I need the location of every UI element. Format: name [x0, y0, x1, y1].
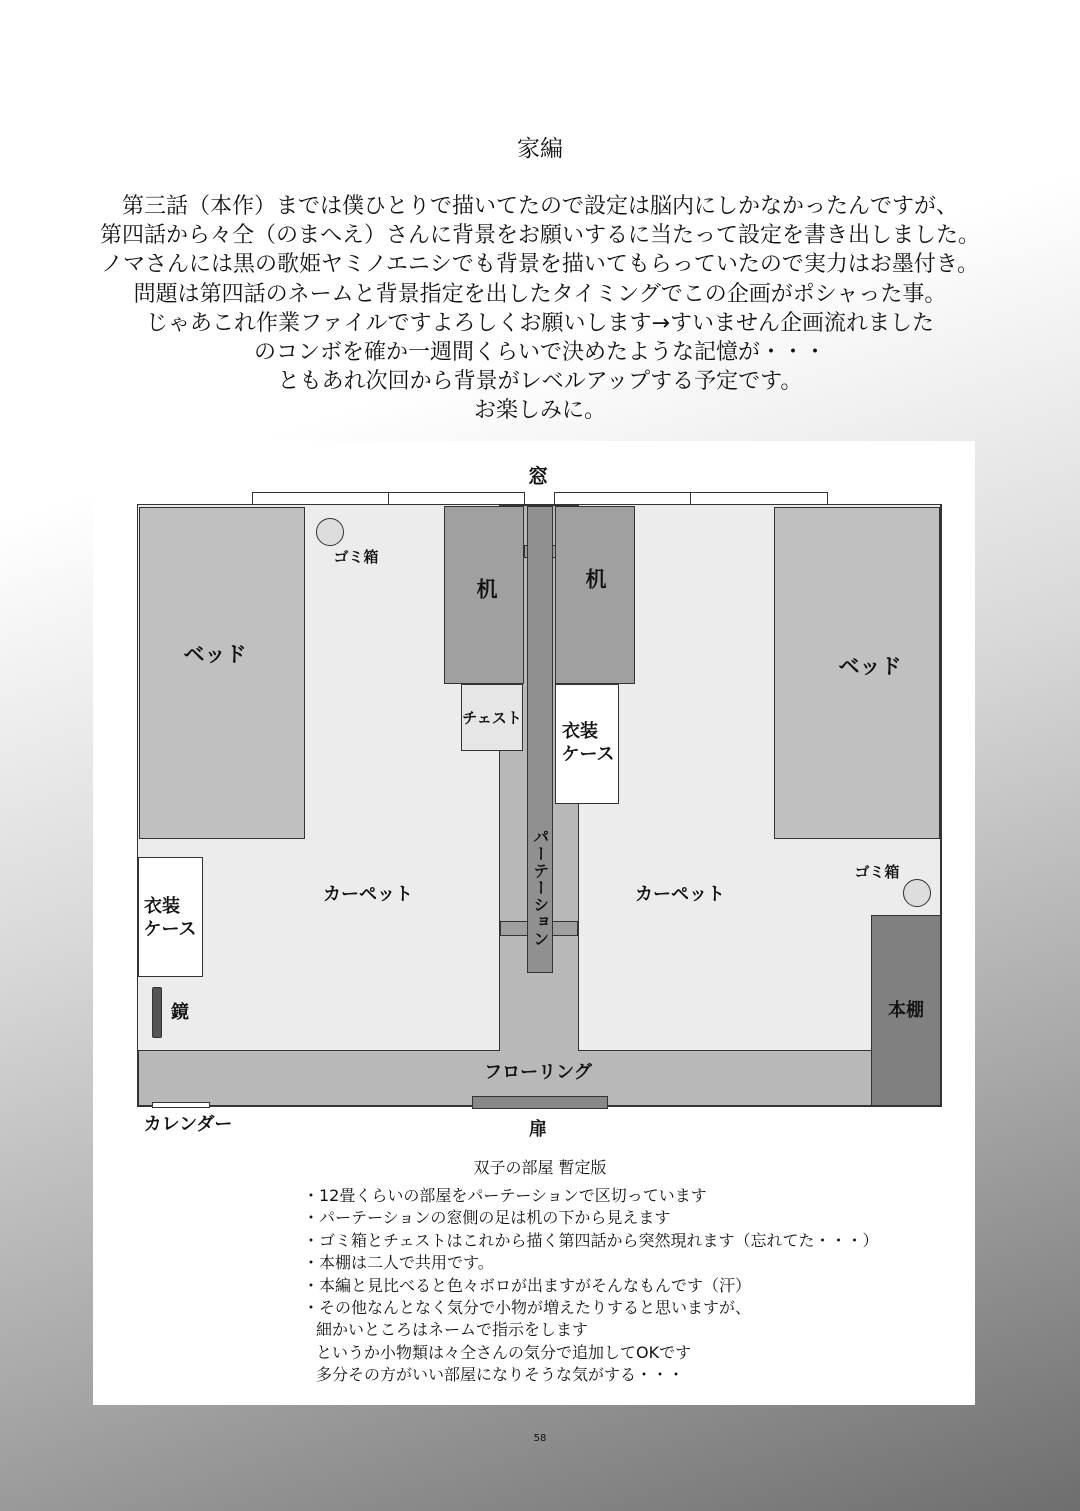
trash-can-left — [316, 518, 344, 546]
flooring-label: フローリング — [484, 1062, 592, 1084]
page-title: 家編 — [517, 136, 563, 162]
desk-right — [555, 506, 635, 684]
note-item: ・12畳くらいの部屋をパーテーションで区切っています — [303, 1186, 707, 1205]
intro-line: じゃあこれ作業ファイルですよろしくお願いします→すいません企画流れました — [146, 310, 934, 336]
intro-line: 第三話（本作）までは僕ひとりで描いてたので設定は脳内にしかなかったんですが、 — [121, 194, 958, 219]
costume-right-label: 衣装 — [562, 721, 598, 743]
costume-left-label: ケース — [143, 919, 197, 941]
mirror — [152, 987, 162, 1038]
bed-right-label: ベッド — [838, 654, 902, 679]
desk-right-label: 机 — [585, 567, 607, 592]
desk-left-label: 机 — [476, 577, 498, 602]
note-item: ・本編と見比べると色々ボロが出ますがそんなもんです（汗） — [303, 1275, 752, 1295]
bed-left-label: ベッド — [183, 642, 247, 667]
door-label: 扉 — [529, 1119, 547, 1141]
intro-line: のコンボを確か一週間くらいで決めたような記憶が・・・ — [253, 340, 826, 366]
costume-left-label: 衣装 — [144, 896, 180, 918]
trash-can-right — [903, 879, 931, 907]
note-item: ・本棚は二人で共用です。 — [303, 1253, 494, 1273]
note-continuation: というか小物類は々仝さんの気分で追加してOKです — [316, 1342, 692, 1362]
notes — [303, 1185, 879, 1387]
note-continuation: 多分その方がいい部屋になりそうな気がする・・・ — [316, 1365, 685, 1385]
note-continuation: 細かいところはネームで指示をします — [316, 1320, 589, 1340]
intro-line: 問題は第四話のネームと背景指定を出したタイミングでこの企画がポシャった事。 — [133, 281, 947, 307]
chest-label: チェスト — [462, 708, 522, 727]
trash-right-label: ゴミ箱 — [854, 862, 900, 881]
page-number: 58 — [533, 1433, 547, 1444]
note-item: ・パーテーションの窓側の足は机の下から見えます — [303, 1208, 671, 1228]
intro-text — [60, 192, 1020, 426]
note-item: ・ゴミ箱とチェストはこれから描く第四話から突然現れます（忘れてた・・・） — [303, 1230, 879, 1250]
note-item: ・その他なんとなく気分で小物が増えたりすると思いますが、 — [303, 1298, 752, 1318]
intro-line: 第四話から々仝（のまへえ）さんに背景をお願いするに当たって設定を書き出しました。 — [99, 223, 980, 249]
carpet-left-label: カーペット — [323, 884, 413, 906]
calendar — [152, 1102, 210, 1108]
trash-left-label: ゴミ箱 — [333, 547, 379, 566]
costume-right-label: ケース — [561, 744, 615, 766]
bookshelf-label: 本棚 — [888, 1000, 924, 1022]
partition-label: パーテーション — [530, 828, 550, 948]
calendar-label: カレンダー — [143, 1114, 233, 1136]
window-label: 窓 — [528, 464, 548, 488]
door — [472, 1096, 608, 1109]
carpet-right-label: カーペット — [635, 884, 725, 906]
intro-line: ともあれ次回から背景がレベルアップする予定です。 — [277, 369, 803, 395]
mirror-label: 鏡 — [171, 1002, 189, 1024]
bed-left — [139, 507, 305, 839]
diagram-caption: 双子の部屋 暫定版 — [473, 1158, 607, 1177]
intro-line: ノマさんには黒の歌姫ヤミノエニシでも背景を描いてもらっていたので実力はお墨付き。 — [100, 252, 980, 278]
intro-line: お楽しみに。 — [473, 398, 606, 424]
